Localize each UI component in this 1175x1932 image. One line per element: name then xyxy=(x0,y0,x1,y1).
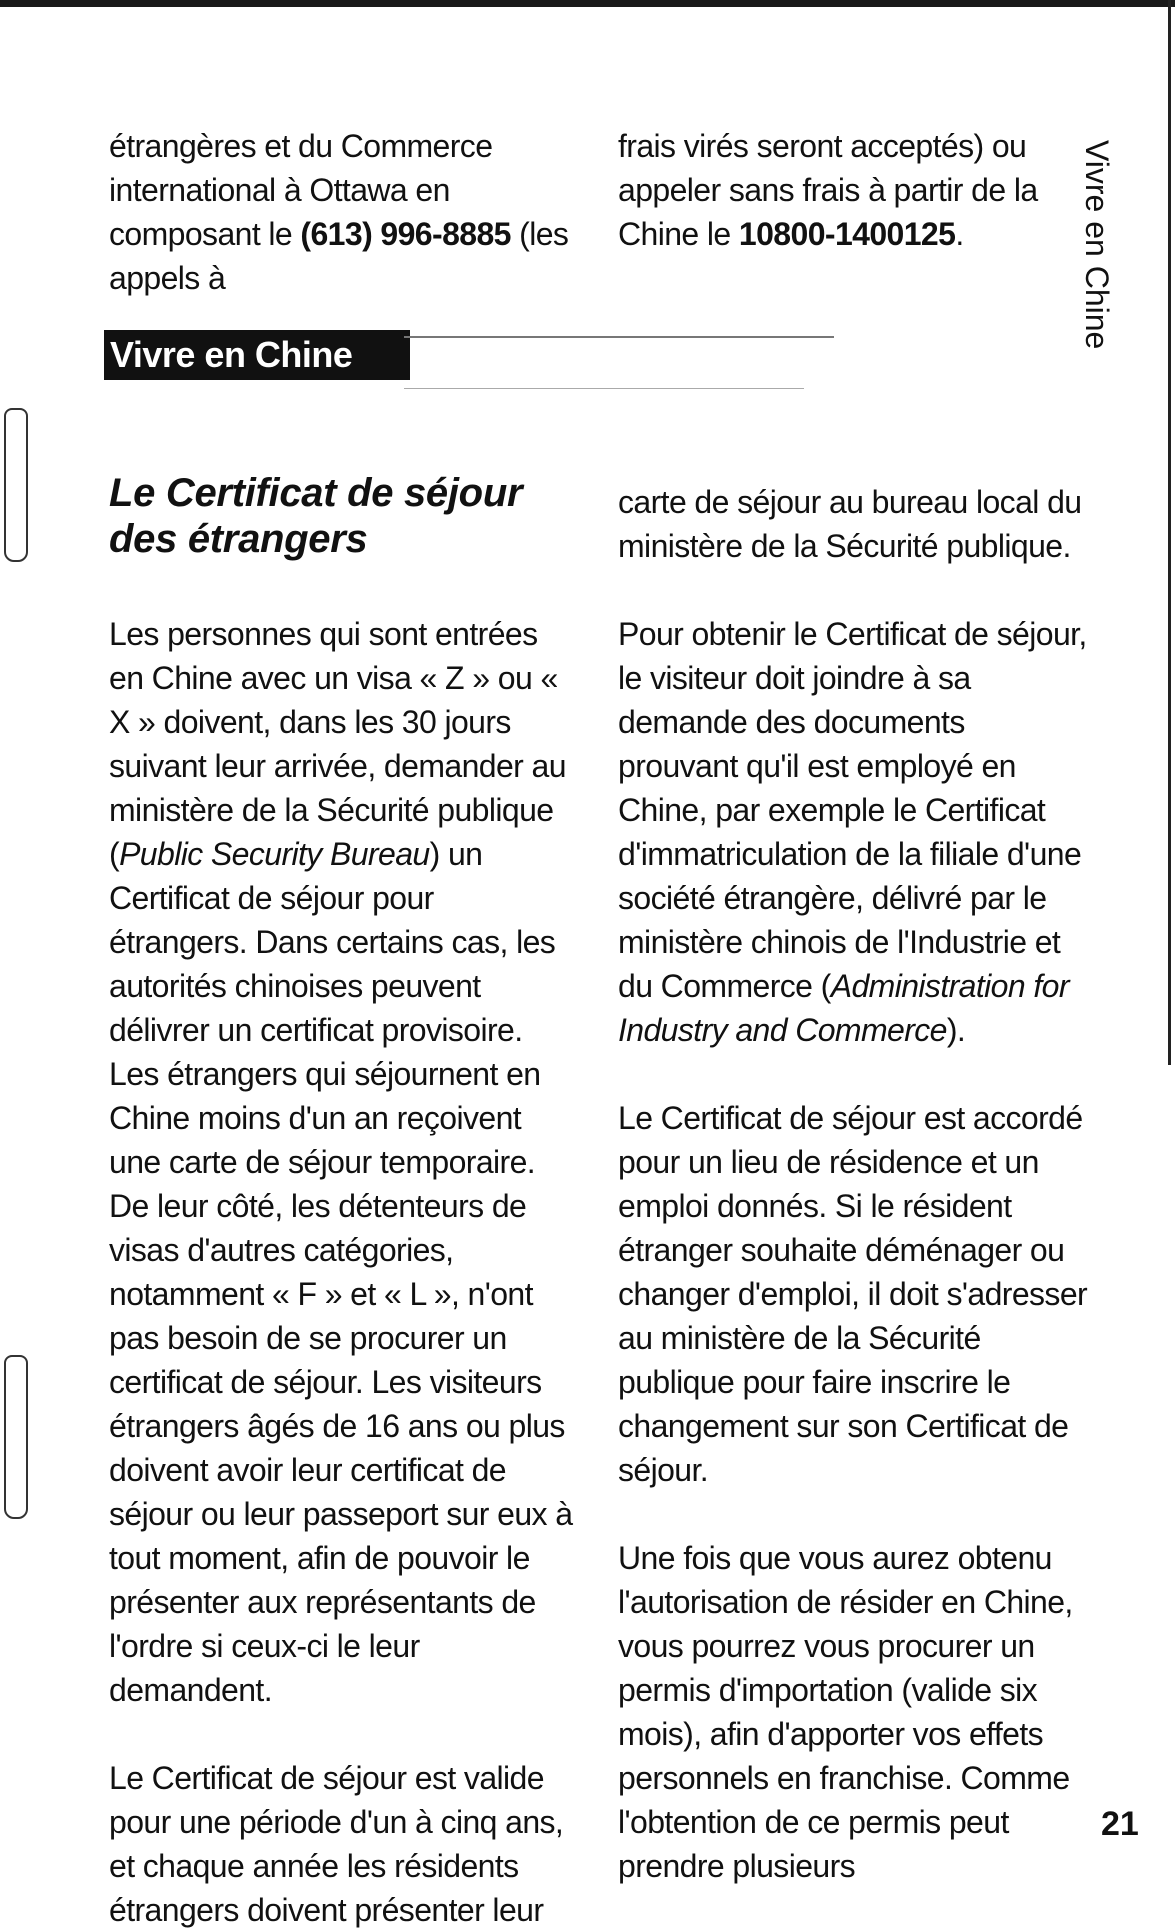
left-p1-text-a: Les personnes qui sont entrées en Chine avec un visa « Z » ou « X » doivent, dans les 30 jours suivant leur arrivée, demander au ministère de la Sécurité publique ( xyxy=(109,616,566,872)
right-p1-text-a: Pour obtenir le Certificat de séjour, le visiteur doit joindre à sa demande des documents prouvant qu'il est employé en Chine, par exemple le Certificat d'immatriculation de la filiale d'une société étrangère, délivré par le ministère chinois de l'Industrie et du Commerce ( xyxy=(618,616,1087,1004)
top-border xyxy=(0,0,1175,7)
toll-free-phone: 10800-1400125 xyxy=(738,216,956,252)
left-p1-text-b: ) un Certificat de séjour pour étrangers. Dans certains cas, les autorités chinoises peuvent délivrer un certificat provisoire. Les étrangers qui séjournent en Chine moins d'un an reçoivent une carte de séjour temporaire. De leur côté, les détenteurs de visas d'autres catégories, notamment « F » et « L », n'ont pas besoin de se procurer un certificat de séjour. Les visiteurs étrangers âgés de 16 ans ou plus doivent avoir leur certificat de séjour ou leur passeport sur eux à tout moment, afin de pouvoir le présenter aux représentants de l'ordre si ceux-ci le leur demandent. xyxy=(109,836,573,1708)
right-column xyxy=(618,480,1088,1888)
binding-ring-top xyxy=(4,408,28,562)
right-edge-rule xyxy=(1168,0,1171,1065)
section-title-band: Vivre en Chine xyxy=(104,330,410,380)
left-column xyxy=(109,612,579,1932)
top-left-text: étrangères et du Commerce international à Ottawa en composant le xyxy=(109,128,493,252)
side-tab xyxy=(1072,140,1162,440)
top-right-text: frais virés seront acceptés) ou appeler sans frais à partir de la Chine le xyxy=(618,128,1038,252)
right-paragraph-1 xyxy=(618,612,1088,1052)
top-left-paragraph xyxy=(109,124,579,300)
left-paragraph-2: Le Certificat de séjour est valide pour une période d'un à cinq ans, et chaque année les résidents étrangers doivent présenter leur xyxy=(109,1760,564,1928)
section-rule xyxy=(404,336,834,338)
side-tab-label: Vivre en Chine xyxy=(1079,140,1115,350)
right-p1-italic: Administration for Industry and Commerce xyxy=(618,968,1069,1048)
top-right-after: . xyxy=(955,216,964,252)
binding-ring-bottom xyxy=(4,1355,28,1519)
top-left-after: (les appels à xyxy=(109,216,569,296)
article-heading: Le Certificat de séjour des étrangers xyxy=(109,471,523,561)
page-number: 21 xyxy=(1101,1805,1139,1843)
right-p1-text-b: ). xyxy=(946,1012,966,1048)
right-paragraph-2: Le Certificat de séjour est accordé pour un lieu de résidence et un emploi donnés. Si le résident étranger souhaite déménager ou changer d'emploi, il doit s'adresser au ministère de la Sécurité publique pour faire inscrire le changement sur son Certificat de séjour. xyxy=(618,1100,1088,1488)
right-paragraph-3: Une fois que vous aurez obtenu l'autorisation de résider en Chine, vous pourrez vous procurer un permis d'importation (valide six mois), afin d'apporter vos effets personnels en franchise. Comme l'obtention de ce permis peut prendre plusieurs xyxy=(618,1540,1073,1884)
left-paragraph-1 xyxy=(109,612,579,1712)
section-rule-lower xyxy=(404,388,804,389)
right-paragraph-0: carte de séjour au bureau local du ministère de la Sécurité publique. xyxy=(618,484,1082,564)
embassy-phone: (613) 996-8885 xyxy=(300,216,511,252)
left-p1-italic: Public Security Bureau xyxy=(119,836,430,872)
top-right-paragraph xyxy=(618,124,1088,256)
